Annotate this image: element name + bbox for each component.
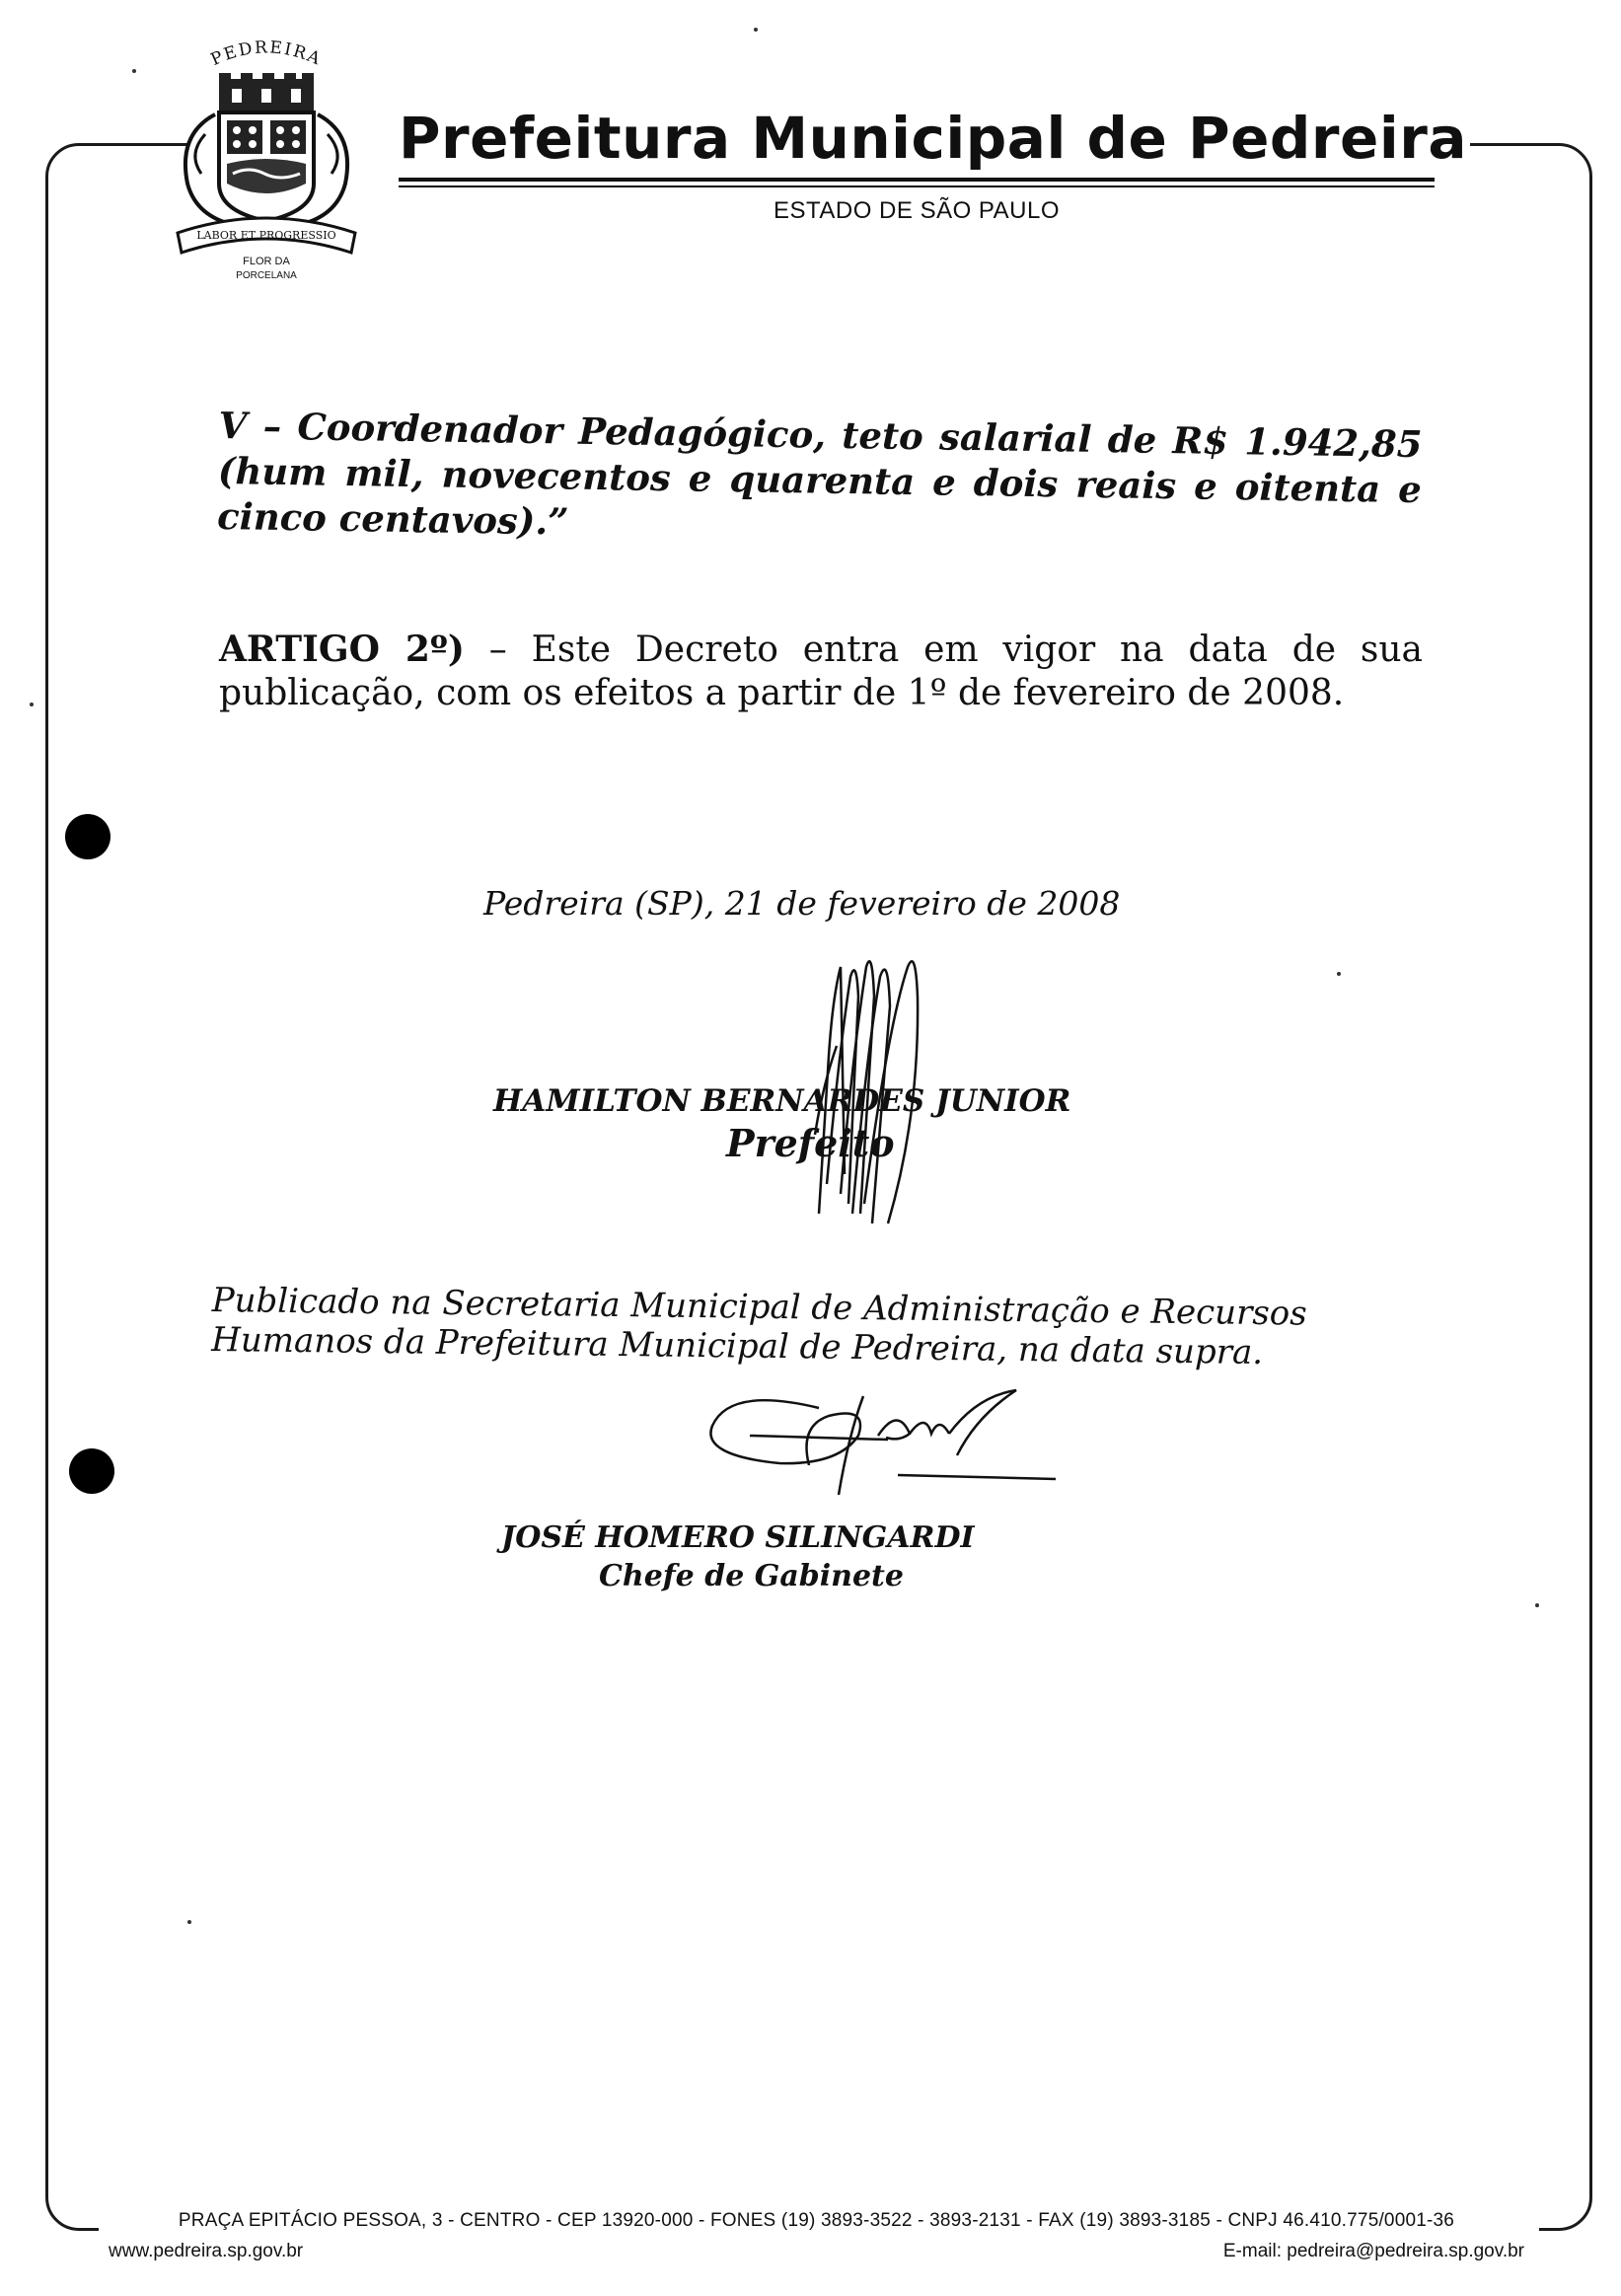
footer-email-link[interactable]: E-mail: pedreira@pedreira.sp.gov.br <box>1222 2241 1524 2261</box>
scan-speck <box>187 1920 191 1924</box>
letterhead-subtitle: ESTADO DE SÃO PAULO <box>773 197 1060 224</box>
mayor-title: Prefeito <box>726 1121 895 1165</box>
letterhead-rule-thick <box>399 178 1435 182</box>
decree-article-2 <box>219 628 1423 715</box>
chief-of-staff-name: JOSÉ HOMERO SILINGARDI <box>501 1520 975 1555</box>
article-heading: ARTIGO 2º) <box>219 629 465 670</box>
crest-motto-top: PEDREIRA <box>207 37 326 70</box>
crest-ribbon-motto: LABOR ET PROGRESSIO <box>196 229 336 242</box>
scan-speck <box>1337 972 1341 976</box>
crest-caption-line1: FLOR DA <box>243 256 290 267</box>
svg-text:PEDREIRA <box>208 37 325 70</box>
scan-speck <box>1535 1603 1539 1607</box>
scan-speck <box>30 703 34 706</box>
punch-hole-upper <box>65 814 111 859</box>
decree-item-v: V – Coordenador Pedagógico, teto salarial de R$ 1.942,85 (hum mil, novecentos e quarenta e dois reais e oitenta e cinco centavos).” <box>216 403 1423 544</box>
chief-of-staff-signature-drawing <box>691 1376 1066 1515</box>
article-text: – Este Decreto entra em vigor na data de sua publicação, com os efeitos a partir de 1º de fevereiro de 2008. <box>219 630 1423 713</box>
footer-website-link[interactable]: www.pedreira.sp.gov.br <box>109 2241 304 2261</box>
municipal-crest-logo <box>158 36 375 282</box>
scan-speck <box>132 69 136 73</box>
place-and-date: Pedreira (SP), 21 de fevereiro de 2008 <box>483 884 1121 923</box>
punch-hole-lower <box>69 1448 114 1494</box>
letterhead-rule-thin <box>399 185 1435 187</box>
footer-address: PRAÇA EPITÁCIO PESSOA, 3 - CENTRO - CEP 13920-000 - FONES (19) 3893-3522 - 3893-2131 - FAX (19) 3893-3185 - CNPJ 46.410.775/0001-36 <box>178 2210 1455 2231</box>
chief-of-staff-title: Chefe de Gabinete <box>599 1559 904 1593</box>
scan-speck <box>754 28 758 32</box>
letterhead-title: Prefeitura Municipal de Pedreira <box>399 105 1467 172</box>
mayor-name: HAMILTON BERNARDES JUNIOR <box>493 1083 1071 1119</box>
publication-note: Publicado na Secretaria Municipal de Administração e Recursos Humanos da Prefeitura Municipal de Pedreira, na data supra. <box>211 1281 1307 1373</box>
crest-caption-line2: PORCELANA <box>236 270 297 281</box>
